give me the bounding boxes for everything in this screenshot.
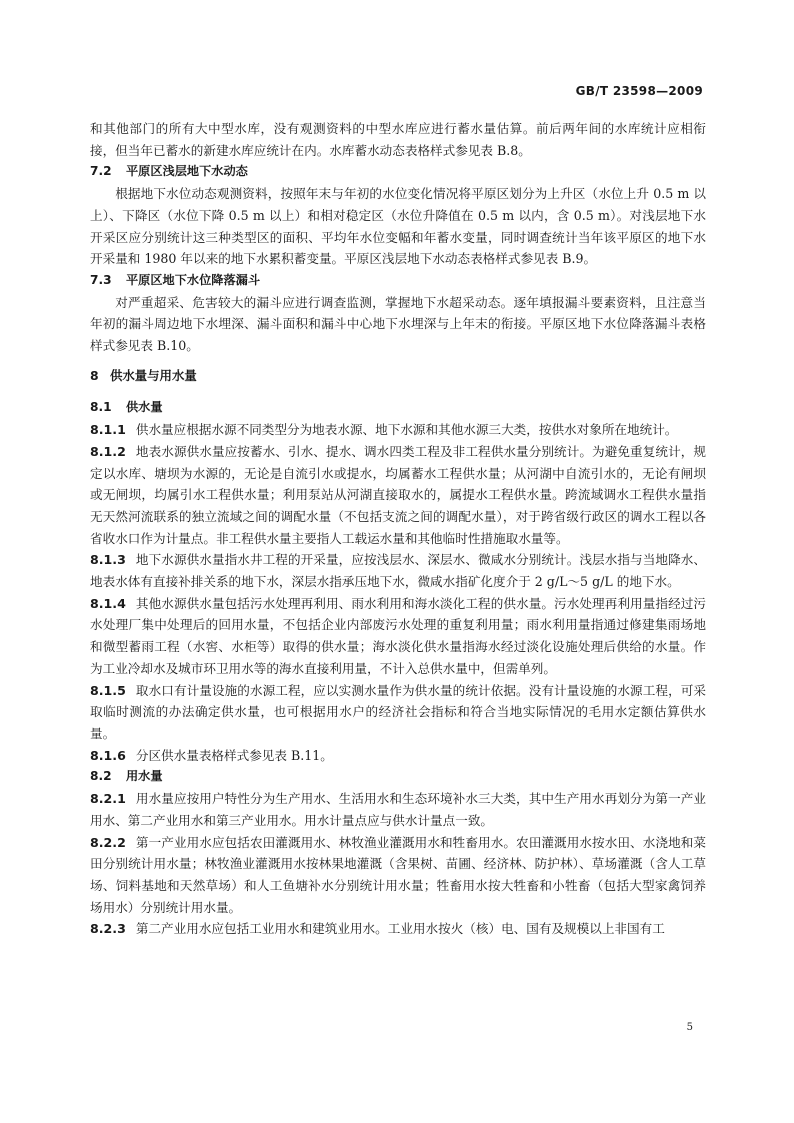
clause-8-1-5	[90, 680, 706, 745]
clause-number: 8.2.1	[90, 791, 126, 807]
section-7-3-heading	[90, 270, 706, 292]
clause-number: 8.1.5	[90, 682, 126, 698]
section-7-3-text: 对严重超采、危害较大的漏斗应进行调查监测，掌握地下水超采动态。逐年填报漏斗要素资料，且注意当年初的漏斗周边地下水埋深、漏斗面积和漏斗中心地下水埋深与上年末的衔接。平原区地下水位降落漏斗表格样式参见表 B.10。	[90, 294, 706, 354]
clause-text: 地表水源供水量应按蓄水、引水、提水、调水四类工程及非工程供水量分别统计。为避免重复统计，规定以水库、塘坝为水源的，无论是自流引水或提水，均属蓄水工程供水量；从河湖中自流引水的，无论有闸坝或无闸坝，均属引水工程供水量；利用泵站从河湖直接取水的，属提水工程供水量。跨流域调水工程供水量指无天然河流联系的独立流域之间的调配水量（不包括支流之间的调配水量），对于跨省级行政区的调水工程以各省收水口作为计量点。非工程供水量主要指人工载运水量和其他临时性措施取水量等。	[90, 443, 706, 546]
section-title: 平原区浅层地下水动态	[126, 164, 248, 179]
section-title: 供水量	[126, 400, 163, 415]
clause-text: 用水量应按用户特性分为生产用水、生活用水和生态环境补水三大类，其中生产用水再划分为第一产业用水、第二产业用水和第三产业用水。用水计量点应与供水计量点一致。	[90, 791, 706, 828]
clause-8-1-6	[90, 745, 706, 767]
section-number: 7.3	[90, 272, 112, 287]
clause-number: 8.1.6	[90, 747, 126, 763]
clause-number: 8.2.3	[90, 921, 126, 937]
section-title: 平原区地下水位降落漏斗	[126, 272, 261, 287]
clause-number: 8.1.1	[90, 422, 126, 438]
clause-8-1-1	[90, 419, 706, 441]
page-header-standard-code: GB/T 23598—2009	[575, 84, 703, 98]
clause-text: 供水量应根据水源不同类型分为地表水源、地下水源和其他水源三大类，按供水对象所在地统计。	[135, 422, 678, 438]
clause-text: 分区供水量表格样式参见表 B.11。	[135, 747, 333, 763]
clause-text: 取水口有计量设施的水源工程，应以实测水量作为供水量的统计依据。没有计量设施的水源工程，可采取临时测流的办法确定供水量，也可根据用水户的经济社会指标和符合当地实际情况的毛用水定额估算供水量。	[90, 682, 706, 741]
clause-text: 地下水源供水量指水井工程的开采量，应按浅层水、深层水、微咸水分别统计。浅层水指与当地降水、地表水体有直接补排关系的地下水，深层水指承压地下水，微咸水指矿化度介于 2 g/L～5 g/L 的地下水。	[90, 552, 706, 590]
clause-number: 8.1.4	[90, 595, 126, 611]
clause-8-2-2	[90, 832, 706, 919]
clause-text: 第一产业用水应包括农田灌溉用水、林牧渔业灌溉用水和牲畜用水。农田灌溉用水按水田、水浇地和菜田分别统计用水量；林牧渔业灌溉用水按林果地灌溉（含果树、苗圃、经济林、防护林）、草场灌溉（含人工草场、饲料基地和天然草场）和人工鱼塘补水分别统计用水量；牲畜用水按大牲畜和小牲畜（包括大型家禽饲养场用水）分别统计用水量。	[90, 834, 706, 915]
section-7-2-heading	[90, 161, 706, 183]
clause-8-1-2	[90, 441, 706, 550]
intro-paragraph: 和其他部门的所有大中型水库，没有观测资料的中型水库应进行蓄水量估算。前后两年间的水库统计应相衔接，但当年已蓄水的新建水库应统计在内。水库蓄水动态表格样式参见表 B.8。	[90, 121, 706, 158]
document-body	[90, 118, 706, 940]
page-number: 5	[686, 1022, 693, 1033]
clause-number: 8.2.2	[90, 834, 126, 850]
section-number: 8.2	[90, 769, 112, 784]
clause-8-2-3	[90, 918, 706, 940]
clause-text: 其他水源供水量包括污水处理再利用、雨水利用和海水淡化工程的供水量。污水处理再利用量指经过污水处理厂集中处理后的回用水量，不包括企业内部废污水处理的重复利用量；雨水利用量指通过修建集雨场地和微型蓄雨工程（水窖、水柜等）取得的供水量；海水淡化供水量指海水经过淡化设施处理后供给的水量。作为工业冷却水及城市环卫用水等的海水直接利用量，不计入总供水量中，但需单列。	[90, 595, 706, 676]
section-8-2-heading	[90, 766, 706, 788]
clause-8-2-1	[90, 788, 706, 831]
clause-number: 8.1.3	[90, 552, 126, 568]
clause-number: 8.1.2	[90, 443, 126, 459]
section-number: 8.1	[90, 400, 112, 415]
section-8-1-heading	[90, 397, 706, 419]
clause-8-1-3	[90, 549, 706, 592]
chapter-number: 8	[90, 367, 99, 383]
chapter-title: 供水量与用水量	[110, 367, 197, 383]
section-7-2-text: 根据地下水位动态观测资料，按照年末与年初的水位变化情况将平原区划分为上升区（水位上升 0.5 m 以上）、下降区（水位下降 0.5 m 以上）和相对稳定区（水位升降值在 0.5 m 以内，含 0.5 m）。对浅层地下水开采区应分别统计这三种类型区的面积、平均年水位变幅和年蓄水变量，同时调查统计当年该平原区的地下水开采量和 1980 年以来的地下水累积蓄变量。平原区浅层地下水动态表格样式参见表 B.9。	[90, 186, 706, 267]
clause-text: 第二产业用水应包括工业用水和建筑业用水。工业用水按火（核）电、国有及规模以上非国有工	[135, 921, 665, 937]
section-number: 7.2	[90, 164, 112, 179]
section-title: 用水量	[126, 769, 163, 784]
clause-8-1-4	[90, 593, 706, 680]
chapter-8-heading	[90, 365, 706, 387]
